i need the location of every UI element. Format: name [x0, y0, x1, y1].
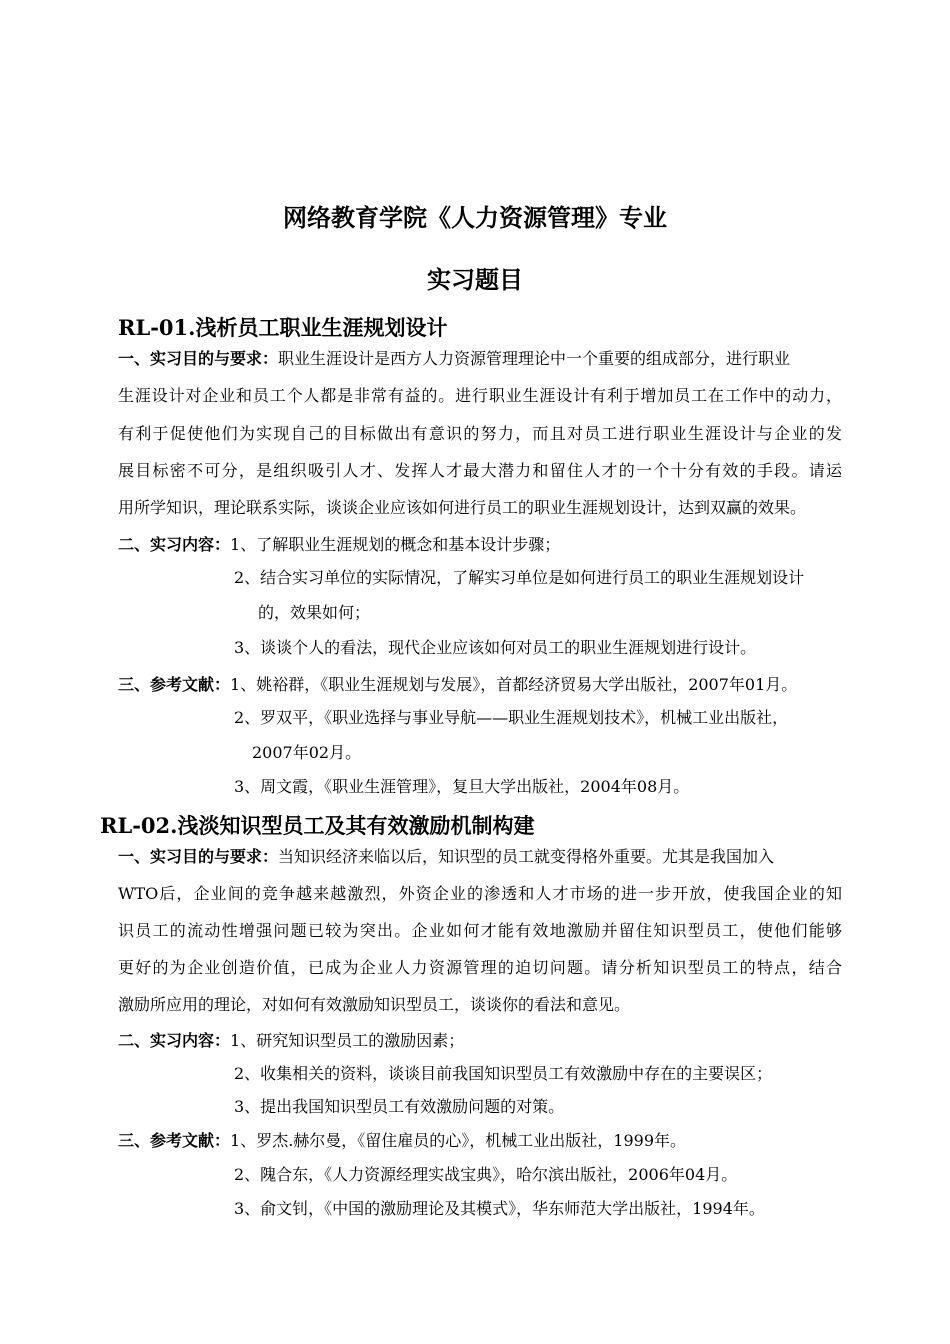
purpose-text: 职业生涯设计是西方人力资源管理理论中一个重要的组成部分，进行职业 — [278, 349, 791, 368]
refs-line — [118, 674, 797, 696]
document-title: 网络教育学院《人力资源管理》专业 — [283, 204, 667, 232]
content-item: 3、谈谈个人的看法，现代企业应该如何对员工的职业生涯规划进行设计。 — [234, 638, 757, 657]
purpose-line: 激励所应用的理论，对如何有效激励知识型员工，谈谈你的看法和意见。 — [118, 995, 631, 1014]
purpose-line: 识员工的流动性增强问题已较为突出。企业如何才能有效地激励并留住知识型员工，使他们能够 — [118, 921, 842, 940]
reference-item: 1、姚裕群，《职业生涯规划与发展》，首都经济贸易大学出版社，2007年01月。 — [230, 675, 798, 694]
refs-line — [118, 1130, 686, 1152]
content-line — [118, 1030, 464, 1052]
content-item: 1、了解职业生涯规划的概念和基本设计步骤； — [230, 535, 561, 554]
topic-heading: RL-02.浅淡知识型员工及其有效激励机制构建 — [100, 813, 535, 838]
purpose-label: 一、实习目的与要求： — [118, 847, 279, 866]
reference-item: 3、俞文钊，《中国的激励理论及其模式》，华东师范大学出版社，1994年。 — [234, 1199, 765, 1218]
reference-item: 2007年02月。 — [252, 743, 362, 762]
purpose-line: 用所学知识，理论联系实际，谈谈企业应该如何进行员工的职业生涯规划设计，达到双赢的效果。 — [118, 498, 807, 517]
content-label: 二、实习内容： — [118, 535, 231, 554]
purpose-text: 当知识经济来临以后，知识型的员工就变得格外重要。尤其是我国加入 — [278, 847, 775, 866]
topic-heading: RL-01.浅析员工职业生涯规划设计 — [118, 315, 448, 340]
reference-item: 2、罗双平，《职业选择与事业导航——职业生涯规划技术》，机械工业出版社， — [234, 708, 789, 727]
reference-item: 2、隗合东，《人力资源经理实战宝典》，哈尔滨出版社，2006年04月。 — [234, 1165, 738, 1184]
purpose-line: 展目标密不可分，是组织吸引人才、发挥人才最大潜力和留住人才的一个十分有效的手段。请运 — [118, 461, 842, 480]
purpose-line — [118, 348, 790, 370]
purpose-label: 一、实习目的与要求： — [118, 349, 279, 368]
content-item: 2、结合实习单位的实际情况，了解实习单位是如何进行员工的职业生涯规划设计 — [234, 568, 805, 587]
refs-label: 三、参考文献： — [118, 1131, 231, 1150]
reference-item: 1、罗杰.赫尔曼，《留住雇员的心》，机械工业出版社，1999年。 — [230, 1131, 687, 1150]
purpose-line: WTO后，企业间的竞争越来越激烈，外资企业的渗透和人才市场的进一步开放，使我国企业的知 — [118, 884, 842, 903]
content-item: 的，效果如何； — [258, 603, 371, 622]
content-item: 2、收集相关的资料，谈谈目前我国知识型员工有效激励中存在的主要误区； — [234, 1064, 773, 1083]
purpose-line: 有利于促使他们为实现自己的目标做出有意识的努力，而且对员工进行职业生涯设计与企业的发 — [118, 424, 842, 443]
content-item: 1、研究知识型员工的激励因素； — [230, 1031, 465, 1050]
reference-item: 3、周文霞，《职业生涯管理》，复旦大学出版社，2004年08月。 — [234, 777, 690, 796]
refs-label: 三、参考文献： — [118, 675, 231, 694]
content-label: 二、实习内容： — [118, 1031, 231, 1050]
purpose-line — [118, 846, 774, 868]
content-item: 3、提出我国知识型员工有效激励问题的对策。 — [234, 1097, 565, 1116]
purpose-line: 生涯设计对企业和员工个人都是非常有益的。进行职业生涯设计有利于增加员工在工作中的动力， — [118, 386, 842, 405]
purpose-line: 更好的为企业创造价值，已成为企业人力资源管理的迫切问题。请分析知识型员工的特点，结合 — [118, 958, 842, 977]
content-line — [118, 534, 560, 556]
document-subtitle: 实习题目 — [427, 266, 523, 294]
